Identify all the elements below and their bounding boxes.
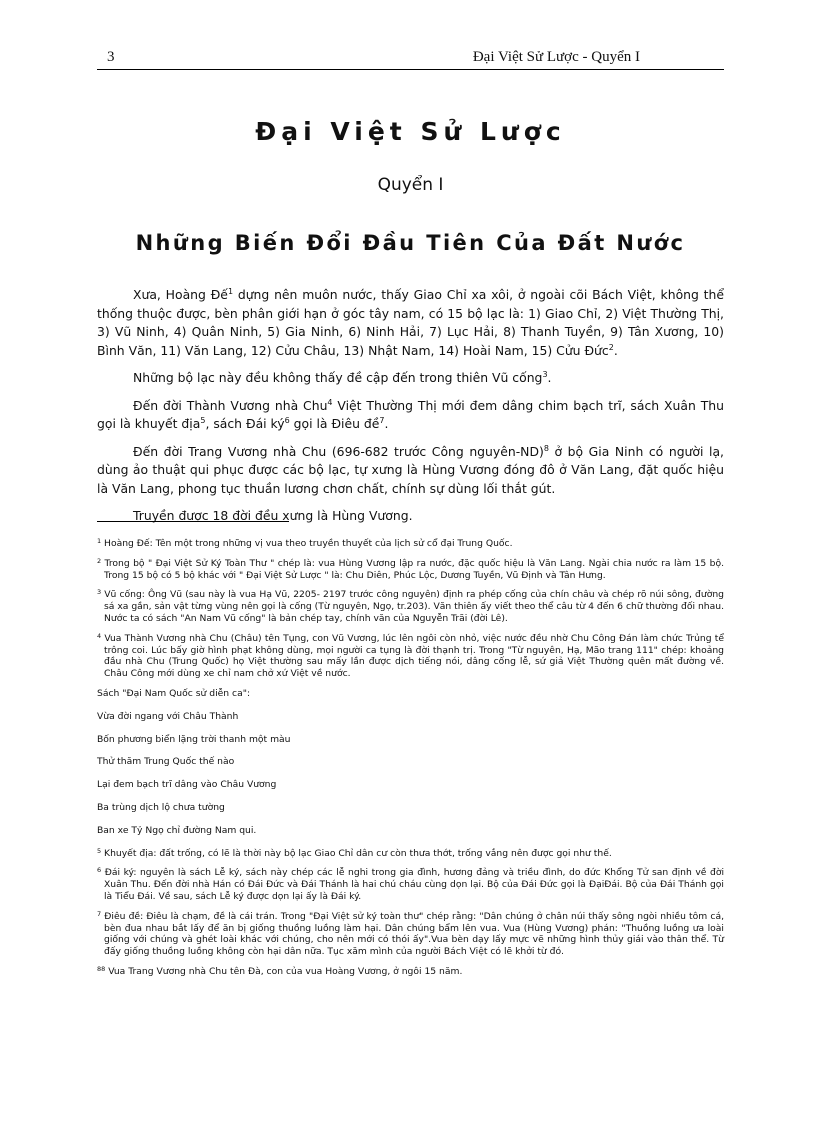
- footnote-text: Trong bộ " Đại Việt Sử Ký Toàn Thư " chép là: vua Hùng Vương lập ra nước, đặc quốc hiệu là Văn Lang. Ngài chia nước ra làm 15 bộ. Trong 15 bộ có 5 bộ khác với " Đại Việt Sử Lược " là: Chu Diên, Phúc Lộc, Dương Tuyền, Vũ Định và Tân Hưng.: [101, 557, 724, 581]
- poem-line: Bốn phương biển lặng trời thanh một màu: [97, 733, 291, 745]
- footnote-text: Điêu đề: Điêu là chạm, đề là cái trán. Trong "Đại Việt sử ký toàn thư" chép rằng: "Dân chúng ở chân núi thấy sông ngòi nhiều tôm cá, bèn đua nhau bắt lấy để ăn bị giống thuồng luồng làm hại. Dân chúng bẩm lên vua. Vua (Hùng Vương) phán: "Thuồng luồng ưa loài giống với chúng và ghét loài khác với chúng, cho nên mới có thói ấy".Vua bèn dạy lấy mực vẽ những hình thủy giái vào thân thể. Từ đấy giống thuồng luồng không còn hại dân nữa. Tục xăm mình của người Bách Việt có lẽ khởi từ đó.: [101, 910, 724, 958]
- volume-label: Quyển I: [377, 175, 444, 195]
- text-run: Đến đời Thành Vương nhà Chu: [133, 397, 328, 413]
- text-run: .: [547, 370, 552, 385]
- text-run: Những bộ lạc này đều không thấy đề cập đến trong thiên Vũ cống: [133, 370, 543, 385]
- poem-line: Sách "Đại Nam Quốc sử diễn ca":: [97, 687, 251, 699]
- footnote-1: [97, 538, 724, 550]
- footnote-ref-8[interactable]: 8: [543, 443, 549, 453]
- paragraph-5: Truyền được 18 đời đều xưng là Hùng Vương.: [133, 508, 413, 523]
- body-text: [97, 286, 724, 535]
- footnote-ref-5[interactable]: 5: [200, 416, 206, 425]
- paragraph-4: [97, 443, 724, 499]
- page-number: 3: [107, 49, 115, 65]
- footnote-mark: 4: [97, 631, 102, 640]
- poem-line: Vừa đời ngang với Châu Thành: [97, 710, 239, 722]
- footnote-ref-4[interactable]: 4: [327, 397, 333, 407]
- footnote-text: Vua Trang Vương nhà Chu tên Đà, con của vua Hoàng Vương, ở ngôi 15 năm.: [105, 965, 463, 977]
- footnote-8: [97, 966, 724, 978]
- footnote-2: [97, 558, 724, 582]
- text-run: ở bộ Gia Ninh có người lạ, dùng ảo thuật qui phục được các bộ lạc, tự xưng là Hùng Vương đóng đô ở Văn Lang, đặt quốc hiệu là Văn Lang, phong tục thuần lương chơn chất, chính sự dùng lối thắt gút.: [97, 443, 724, 496]
- chapter-title: Những Biến Đổi Đầu Tiên Của Đất Nước: [135, 231, 686, 255]
- text-run: Việt Thường Thị mới đem dâng chim bạch trĩ, sách Xuân Thu gọi là khuyết địa: [97, 397, 724, 431]
- footnote-text: Khuyết địa: đất trống, có lẽ là thời này bộ lạc Giao Chỉ dân cư còn thưa thớt, trống vắng nên được gọi như thế.: [101, 847, 612, 859]
- footnote-mark: 5: [97, 846, 102, 855]
- poem-excerpt: [97, 688, 724, 837]
- text-run: gọi là Điêu đề: [289, 416, 380, 431]
- footnote-5: [97, 848, 724, 860]
- footnote-ref-6[interactable]: 6: [284, 416, 290, 425]
- footnote-ref-7[interactable]: 7: [379, 416, 385, 425]
- poem-line: Ban xe Tỷ Ngọ chỉ đường Nam qui.: [97, 824, 257, 836]
- paragraph-1: [97, 286, 724, 360]
- footnote-mark: 2: [97, 556, 102, 565]
- footnote-ref-1[interactable]: 1: [227, 287, 234, 296]
- footnote-divider: [97, 521, 289, 522]
- footnote-6: [97, 867, 724, 902]
- text-run: Xưa, Hoàng Đế: [133, 287, 228, 302]
- book-title: Đại Việt Sử Lược: [255, 117, 566, 146]
- poem-line: Ba trùng dịch lộ chưa tường: [97, 801, 225, 813]
- footnote-mark: 6: [97, 866, 102, 875]
- footnote-mark: 1: [97, 537, 102, 545]
- footnote-3: [97, 589, 724, 624]
- footnote-text: Vua Thành Vương nhà Chu (Châu) tên Tụng, con Vũ Vương, lúc lên ngôi còn nhỏ, việc nước đều nhờ Chu Công Đán làm chức Trủng tể trông coi. Lúc bấy giờ hình phạt không dùng, mọi người ca tụng là đời thạnh trị. Trong "Từ nguyên, Hạ, Mão trang 111" chép: khoảng đầu nhà Chu (Trung Quốc) họ Việt thường sau mấy lần được dịch tiếng nói, dâng cống lễ, sứ giả Việt Thường quên mất đường về. Châu Công mới dùng xe chỉ nam chở xứ Việt về nước.: [101, 632, 724, 680]
- footnote-ref-3[interactable]: 3: [542, 370, 548, 379]
- text-run: .: [384, 416, 389, 431]
- poem-line: Thử thăm Trung Quốc thế nào: [97, 756, 235, 768]
- footnote-text: Hoàng Đế: Tên một trong những vị vua theo truyền thuyết của lịch sử cổ đại Trung Quốc.: [101, 538, 513, 549]
- text-run: Đến đời Trang Vương nhà Chu (696-682 trước Công nguyên-ND): [133, 443, 544, 459]
- text-run: .: [613, 342, 618, 358]
- footnote-text: Vũ cống: Ông Vũ (sau này là vua Hạ Vũ, 2205- 2197 trước công nguyên) định ra phép cống của chín châu và chép rõ núi sông, đường sá xa gần, sản vật từng vùng nên gọi là cống (Từ nguyên, Ngọ, tr.203). Văn thiên ấy viết theo thể câu từ 4 đến 6 chữ thường đối nhau. Nước ta có sách "An Nam Vũ cống" là bản chép tay, chính văn của Nguyễn Trãi (đời Lê).: [101, 589, 724, 624]
- running-title: Đại Việt Sử Lược - Quyển I: [472, 49, 640, 65]
- poem-line: Lại đem bạch trĩ dâng vào Châu Vương: [97, 779, 277, 791]
- footnote-4: [97, 633, 724, 680]
- paragraph-3: [97, 397, 724, 434]
- footnote-mark: 3: [97, 588, 102, 597]
- text-run: , sách Đái ký: [205, 416, 285, 431]
- footnote-ref-2[interactable]: 2: [608, 342, 614, 352]
- paragraph-2: [97, 369, 724, 388]
- footnote-7: [97, 911, 724, 958]
- footnote-mark: 88: [97, 964, 106, 973]
- footnote-text: Đái ký: nguyên là sách Lễ ký, sách này chép các lễ nghi trong gia đình, hương đảng và triều đình, do đức Khổng Tử san định về đời Xuân Thu. Đến đời nhà Hán có Đái Đức và Đái Thánh là hai chú cháu cùng dọn lại. Bộ của Đái Đức gọi là ĐạiĐái. Bộ của Đái Thánh gọi là Tiểu Đái. Về sau, sách Lễ ký được dọn lại ấy là Đái ký.: [101, 867, 724, 902]
- page-header: [97, 47, 724, 70]
- footnote-mark: 7: [97, 909, 102, 918]
- footnotes: [97, 538, 724, 986]
- text-run: dựng nên muôn nước, thấy Giao Chỉ xa xôi, ở ngoài cõi Bách Việt, không thể thống thuộc được, bèn phân giới hạn ở góc tây nam, có 15 bộ lạc là: 1) Giao Chỉ, 2) Việt Thường Thị, 3) Vũ Ninh, 4) Quân Ninh, 5) Gia Ninh, 6) Ninh Hải, 7) Lục Hải, 8) Thanh Tuyền, 9) Tân Xương, 10) Bình Văn, 11) Văn Lang, 12) Cửu Châu, 13) Nhật Nam, 14) Hoài Nam, 15) Cửu Đức: [97, 287, 725, 358]
